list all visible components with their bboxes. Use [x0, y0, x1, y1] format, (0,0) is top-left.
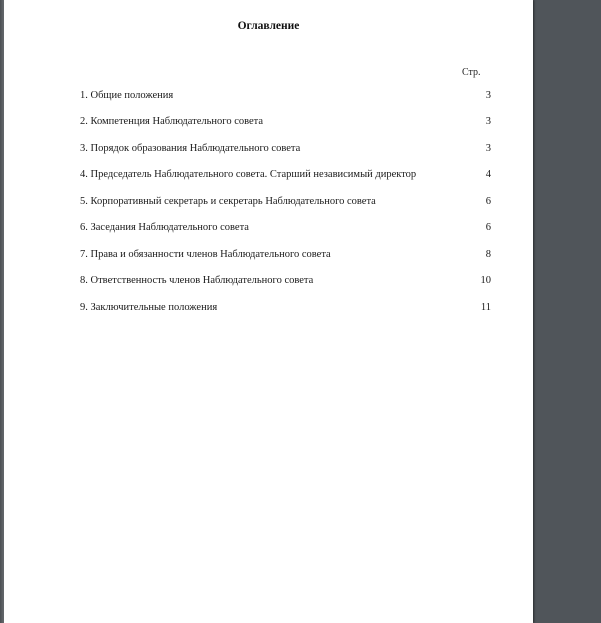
toc-entry-page: 6	[485, 196, 491, 207]
toc-entry[interactable]	[80, 302, 491, 316]
toc-entry-page: 11	[480, 302, 491, 313]
toc-entry-page: 6	[485, 222, 491, 233]
toc-entry-label: 4. Председатель Наблюдательного совета. Старший независимый директор	[80, 169, 417, 180]
toc-entry-label: 6. Заседания Наблюдательного совета	[80, 222, 249, 233]
toc-entry[interactable]	[80, 249, 491, 263]
document-page	[4, 0, 533, 623]
toc-entry-label: 3. Порядок образования Наблюдательного совета	[80, 143, 301, 154]
page-column-label: Стр.	[462, 67, 481, 78]
toc-entry[interactable]	[80, 275, 491, 289]
toc-entry-page: 10	[480, 275, 491, 286]
toc-entry[interactable]	[80, 116, 491, 130]
toc-entry-page: 4	[485, 169, 491, 180]
toc-entry-label: 1. Общие положения	[80, 90, 174, 101]
toc-entry[interactable]	[80, 169, 491, 183]
toc-entry[interactable]	[80, 90, 491, 104]
toc-entry-label: 5. Корпоративный секретарь и секретарь Наблюдательного совета	[80, 196, 376, 207]
toc-entry-label: 2. Компетенция Наблюдательного совета	[80, 116, 264, 127]
toc-entry[interactable]	[80, 196, 491, 210]
toc-entry-label: 9. Заключительные положения	[80, 302, 218, 313]
toc-entry-label: 7. Права и обязанности членов Наблюдательного совета	[80, 249, 331, 260]
toc-entry-page: 3	[485, 116, 491, 127]
toc-entry-label: 8. Ответственность членов Наблюдательного совета	[80, 275, 314, 286]
toc-entry-page: 3	[485, 90, 491, 101]
page-title: Оглавление	[237, 20, 300, 32]
toc-entry-page: 8	[485, 249, 491, 260]
toc-entry[interactable]	[80, 143, 491, 157]
toc-entry-page: 3	[485, 143, 491, 154]
toc-entry[interactable]	[80, 222, 491, 236]
